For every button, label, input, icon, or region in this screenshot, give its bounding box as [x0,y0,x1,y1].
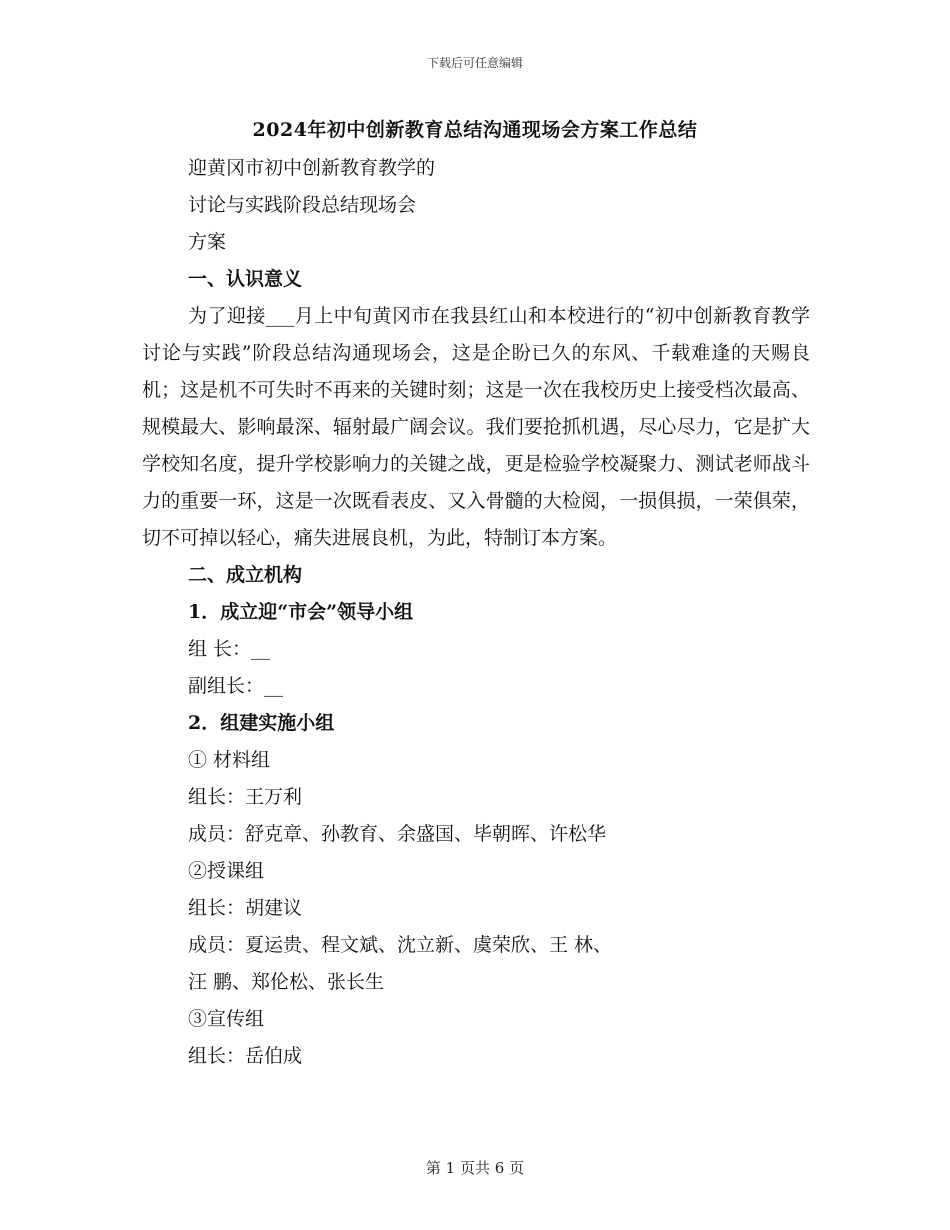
document-title: 2024年初中创新教育总结沟通现场会方案工作总结 [252,119,698,141]
group-3-leader: 组长：岳伯成 [188,1045,303,1067]
header-note: 下载后可任意编辑 [426,56,523,70]
group-2-members-line-2: 汪 鹏、郑伦松、张长生 [188,971,385,993]
document-body [142,150,810,1075]
page-number-footer: 第 1 页共 6 页 [425,1159,525,1177]
group-2-leader: 组长：胡建议 [188,897,303,919]
subsection-1-heading: 1．成立迎“市会”领导小组 [188,601,414,623]
group-2-name: ②授课组 [188,860,265,882]
group-1-members: 成员：舒克章、孙教育、余盛国、毕朝晖、许松华 [188,823,607,845]
section-1-heading: 一、认识意义 [188,268,303,290]
group-1-leader: 组长：王万利 [188,786,303,808]
section-2-heading: 二、成立机构 [188,564,303,586]
group-2-members-line-1: 成员：夏运贵、程文斌、沈立新、虞荣欣、王 林、 [188,934,613,956]
leader-line: 组 长：__ [188,638,271,660]
group-3-name: ③宣传组 [188,1008,265,1030]
group-1-name: ① 材料组 [188,749,271,771]
subsection-2-heading: 2．组建实施小组 [188,712,335,734]
intro-line-3: 方案 [188,231,227,253]
deputy-leader-line: 副组长：__ [188,675,284,697]
intro-line-2: 讨论与实践阶段总结现场会 [188,194,417,216]
section-1-paragraph: 为了迎接___月上中旬黄冈市在我县红山和本校进行的“初中创新教育教学讨论与实践”阶段总结沟通现场会，这是企盼已久的东风、千载难逢的天赐良机；这是机不可失时不再来的关键时刻；这是一次在我校历史上接受档次最高、规模最大、影响最深、辐射最广阔会议。我们要抢抓机遇，尽心尽力，它是扩大学校知名度，提升学校影响力的关键之战，更是检验学校凝聚力、测试老师战斗力的重要一环，这是一次既看表皮、又入骨髓的大检阅，一损俱损，一荣俱荣，切不可掉以轻心，痛失进展良机，为此，特制订本方案。 [142,305,810,549]
intro-line-1: 迎黄冈市初中创新教育教学的 [188,157,436,179]
